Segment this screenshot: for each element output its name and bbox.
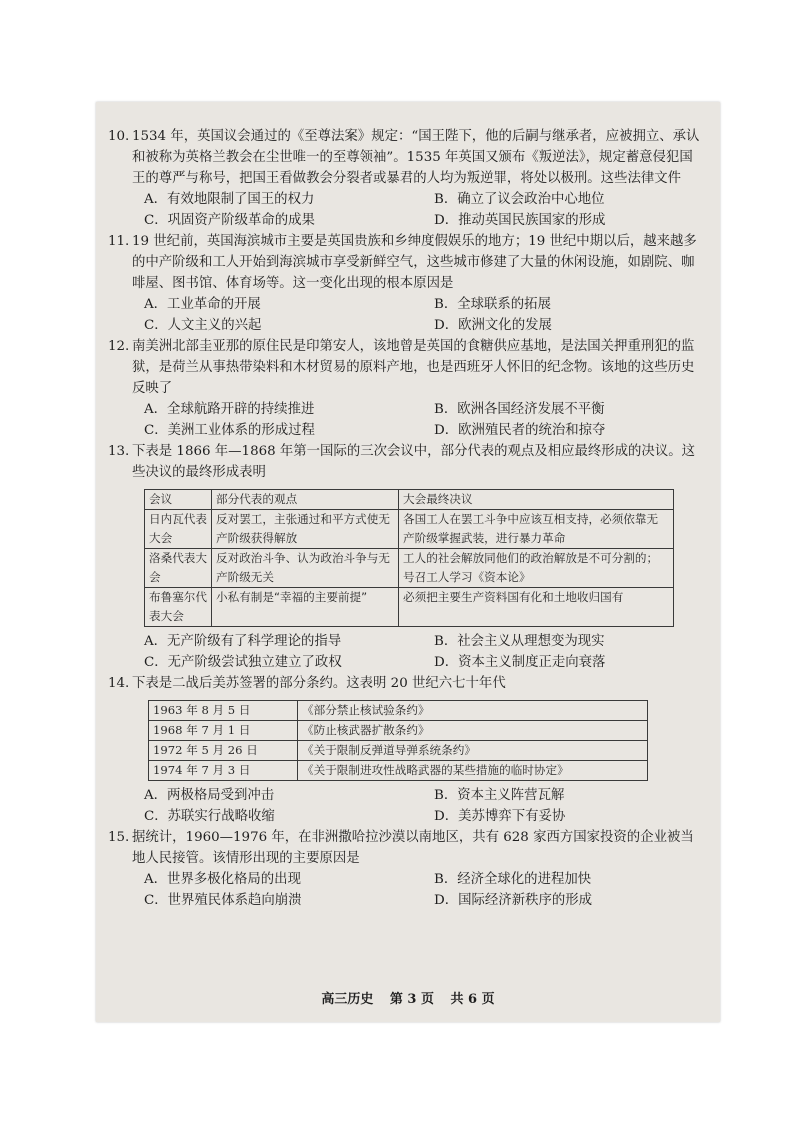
questions-area [108, 126, 706, 911]
option-c: C．苏联实行战略收缩 [144, 809, 275, 824]
table-cell: 1972 年 5 月 26 日 [149, 741, 298, 761]
option-b: B．全球联系的拓展 [434, 297, 551, 312]
footer-total: 共 6 页 [450, 992, 495, 1007]
exam-page [96, 102, 720, 1022]
question-12 [108, 336, 706, 441]
option-b: B．社会主义从理想变为现实 [434, 634, 605, 649]
question-10 [108, 126, 706, 231]
option-c: C．世界殖民体系趋向崩溃 [144, 893, 302, 908]
option-b: B．欧洲各国经济发展不平衡 [434, 402, 605, 417]
option-d: D．资本主义制度正走向衰落 [434, 655, 606, 670]
table-row [149, 721, 648, 741]
option-a: A．有效地限制了国王的权力 [144, 192, 315, 207]
option-c: C．美洲工业体系的形成过程 [144, 423, 315, 438]
option-c: C．人文主义的兴起 [144, 318, 262, 333]
option-b: B．资本主义阵营瓦解 [434, 788, 565, 803]
table-cell: 反对罢工，主张通过和平方式使无产阶级获得解放 [212, 510, 399, 549]
option-d: D．国际经济新秩序的形成 [434, 893, 593, 908]
treaty-table [148, 700, 648, 781]
table-row [149, 741, 648, 761]
table-header-cell: 大会最终决议 [399, 490, 674, 510]
table-row [145, 588, 674, 627]
table-row [145, 549, 674, 588]
options [114, 189, 706, 231]
question-number: 15. [108, 830, 130, 845]
question-14 [108, 673, 706, 827]
options [114, 631, 706, 673]
option-a: A．两极格局受到冲击 [144, 788, 275, 803]
table-cell: 布鲁塞尔代表大会 [145, 588, 212, 627]
table-cell: 反对政治斗争、认为政治斗争与无产阶级无关 [212, 549, 399, 588]
question-stem: 据统计，1960—1976 年，在非洲撒哈拉沙漠以南地区，共有 628 家西方国家投资的企业被当地人民接管。该情形出现的主要原因是 [132, 830, 694, 866]
table-cell: 《部分禁止核试验条约》 [298, 701, 648, 721]
options [114, 399, 706, 441]
table-row [145, 510, 674, 549]
option-b: B．经济全球化的进程加快 [434, 872, 592, 887]
congress-table [144, 489, 674, 627]
option-a: A．无产阶级有了科学理论的指导 [144, 634, 342, 649]
table-cell: 《关于限制反弹道导弹系统条约》 [298, 741, 648, 761]
table-cell: 日内瓦代表大会 [145, 510, 212, 549]
table-cell: 洛桑代表大会 [145, 549, 212, 588]
table-header-cell: 部分代表的观点 [212, 490, 399, 510]
option-d: D．欧洲文化的发展 [434, 318, 552, 333]
option-d: D．欧洲殖民者的统治和掠夺 [434, 423, 606, 438]
options [114, 294, 706, 336]
table-row [149, 761, 648, 781]
option-c: C．无产阶级尝试独立建立了政权 [144, 655, 342, 670]
question-number: 10. [108, 129, 130, 144]
table-cell: 小私有制是“幸福的主要前提” [212, 588, 399, 627]
options [114, 869, 706, 911]
question-stem: 南美洲北部圭亚那的原住民是印第安人，该地曾是英国的食糖供应基地，是法国关押重刑犯的监狱，是荷兰从事热带染料和木材贸易的原料产地，也是西班牙人怀旧的纪念物。该地的这些历史反映了 [132, 339, 695, 396]
table-cell: 1974 年 7 月 3 日 [149, 761, 298, 781]
question-stem: 下表是 1866 年—1868 年第一国际的三次会议中，部分代表的观点及相应最终形成的决议。这些决议的最终形成表明 [132, 444, 695, 480]
question-11 [108, 231, 706, 336]
question-stem: 下表是二战后美苏签署的部分条约。这表明 20 世纪六七十年代 [132, 676, 506, 691]
page-footer [96, 988, 720, 1007]
question-13 [108, 441, 706, 673]
question-15 [108, 827, 706, 911]
question-number: 11. [108, 234, 130, 249]
option-c: C．巩固资产阶级革命的成果 [144, 213, 315, 228]
option-b: B．确立了议会政治中心地位 [434, 192, 605, 207]
question-stem: 19 世纪前，英国海滨城市主要是英国贵族和乡绅度假娱乐的地方；19 世纪中期以后，越来越多的中产阶级和工人开始到海滨城市享受新鲜空气，这些城市修建了大量的休闲设施，如剧院、咖啡屋、图书馆、体育场等。这一变化出现的根本原因是 [132, 234, 697, 291]
table-cell: 各国工人在罢工斗争中应该互相支持，必须依靠无产阶级掌握武装，进行暴力革命 [399, 510, 674, 549]
footer-page: 第 3 页 [389, 992, 434, 1007]
table-row [149, 701, 648, 721]
option-a: A．全球航路开辟的持续推进 [144, 402, 315, 417]
table-cell: 工人的社会解放同他们的政治解放是不可分割的；号召工人学习《资本论》 [399, 549, 674, 588]
question-number: 14. [108, 676, 130, 691]
table-header-row [145, 490, 674, 510]
table-header-cell: 会议 [145, 490, 212, 510]
question-number: 13. [108, 444, 130, 459]
table-cell: 必须把主要生产资料国有化和土地收归国有 [399, 588, 674, 627]
option-d: D．推动英国民族国家的形成 [434, 213, 606, 228]
options [114, 785, 706, 827]
question-stem: 1534 年，英国议会通过的《至尊法案》规定：“国王陛下，他的后嗣与继承者，应被拥立、承认和被称为英格兰教会在尘世唯一的至尊领袖”。1535 年英国又颁布《叛逆法》，规定蓄意侵犯国王的尊严与称号，把国王看做教会分裂者或暴君的人均为叛逆罪，将处以极刑。这些法律文件 [132, 129, 700, 186]
table-cell: 1968 年 7 月 1 日 [149, 721, 298, 741]
option-a: A．世界多极化格局的出现 [144, 872, 301, 887]
table-cell: 《防止核武器扩散条约》 [298, 721, 648, 741]
option-d: D．美苏博弈下有妥协 [434, 809, 566, 824]
option-a: A．工业革命的开展 [144, 297, 261, 312]
footer-subject: 高三历史 [321, 992, 374, 1007]
question-number: 12. [108, 339, 130, 354]
table-cell: 《关于限制进攻性战略武器的某些措施的临时协定》 [298, 761, 648, 781]
table-cell: 1963 年 8 月 5 日 [149, 701, 298, 721]
